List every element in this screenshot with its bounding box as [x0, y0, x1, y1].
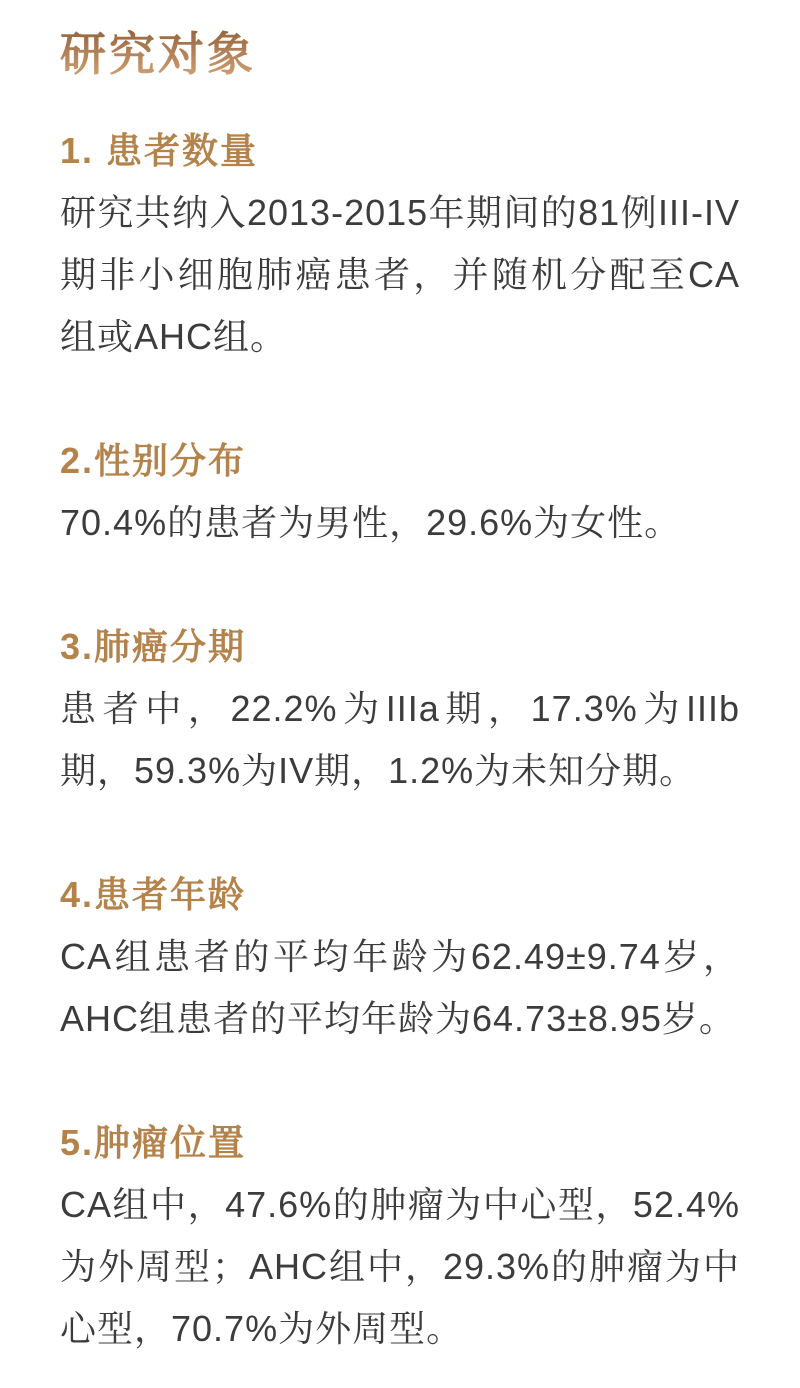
section-cancer-staging [60, 616, 740, 802]
section-heading-patient-age: 4.患者年龄 [60, 874, 247, 915]
section-body-patient-count: 研究共纳入2013-2015年期间的81例III-IV期非小细胞肺癌患者，并随机分配至CA组或AHC组。 [60, 192, 740, 357]
section-heading-patient-count: 1. 患者数量 [60, 130, 259, 171]
section-body-patient-age: CA组患者的平均年龄为62.49±9.74岁，AHC组患者的平均年龄为64.73±8.95岁。 [60, 936, 740, 1039]
section-heading-cancer-staging: 3.肺癌分期 [60, 626, 247, 667]
section-body-tumor-location: CA组中，47.6%的肿瘤为中心型，52.4%为外周型；AHC组中，29.3%的肿瘤为中心型，70.7%为外周型。 [60, 1184, 740, 1349]
section-patient-age [60, 864, 740, 1050]
section-patient-count [60, 120, 740, 368]
page-title: 研究对象 [60, 22, 740, 88]
section-heading-gender-distribution: 2.性别分布 [60, 440, 247, 481]
section-tumor-location [60, 1112, 740, 1360]
section-gender-distribution [60, 430, 740, 554]
section-body-cancer-staging: 患者中，22.2%为IIIa期，17.3%为IIIb期，59.3%为IV期，1.2%为未知分期。 [60, 688, 740, 791]
section-body-gender-distribution: 70.4%的患者为男性，29.6%为女性。 [60, 502, 682, 543]
section-heading-tumor-location: 5.肿瘤位置 [60, 1122, 247, 1163]
